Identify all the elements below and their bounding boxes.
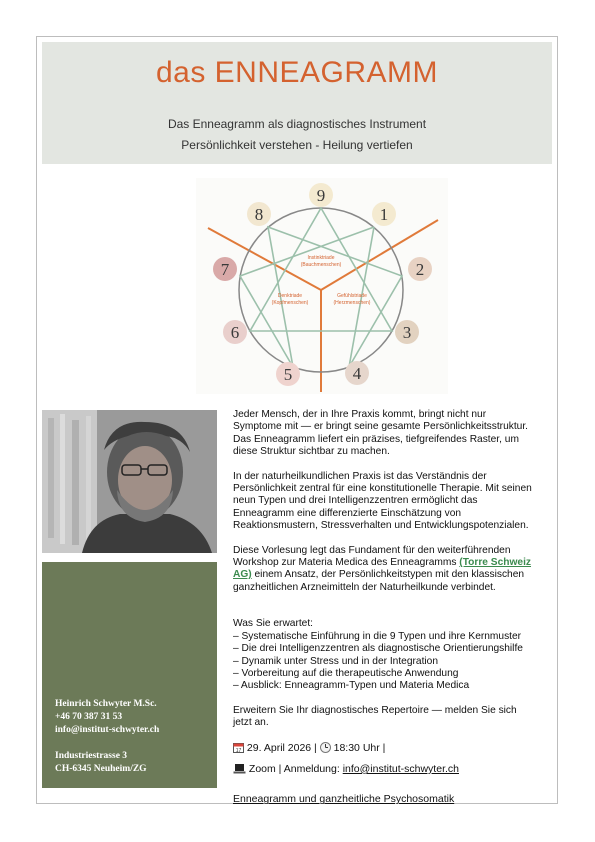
list-item: – Die drei Intelligenzzentren als diagnostische Orientierungshilfe [233, 643, 523, 655]
enneagram-diagram [196, 178, 448, 394]
gut-triad-label: Instinktriade [307, 255, 335, 261]
text-line: In der naturheilkundlichen Praxis ist das Verständnis der [233, 470, 487, 482]
type-8-number: 8 [254, 205, 264, 224]
practice-paragraph [233, 471, 558, 533]
contact-email[interactable]: info@institut-schwyter.ch [55, 725, 160, 735]
type-6-number: 6 [230, 323, 240, 342]
date-line [233, 742, 558, 756]
head-triad-sub: (Kopfmenschen) [271, 300, 309, 306]
torre-link[interactable]: (Torre Schweiz [459, 557, 532, 569]
subtitle: Das Enneagramm als diagnostisches Instrument [167, 117, 427, 131]
footer-line [233, 793, 558, 805]
text-line: einem Ansatz, der Persönlichkeitstypen mit den klassischen [251, 569, 525, 581]
laptop-icon [233, 763, 246, 777]
text-line: Enneagramm eine differenzierte Einschätzung von [233, 507, 462, 519]
header-banner [42, 42, 552, 164]
type-5-number: 5 [283, 365, 293, 384]
body-text [233, 409, 558, 806]
text-line: Reaktionsmustern, Stressverhalten und Entwicklungspotenzialen. [233, 520, 529, 532]
type-1-number: 1 [379, 205, 389, 224]
type-4-number: 4 [352, 364, 362, 383]
type-9-number: 9 [316, 186, 326, 205]
text-line: Erweitern Sie Ihr diagnostisches Repertoire — melden Sie sich [233, 704, 517, 716]
zoom-line [233, 763, 558, 777]
tagline: Persönlichkeit verstehen - Heilung vertiefen [181, 138, 413, 152]
heart-triad-label: Gefühlstriade [337, 293, 367, 299]
text-line: ganzheitlichen Arzneimitteln der Naturheilkunde verbindet. [233, 581, 496, 593]
event-time: 18:30 Uhr | [330, 741, 386, 754]
text-line: diese Struktur sichtbar zu machen. [233, 446, 390, 458]
contact-city: CH-6345 Neuheim/ZG [55, 764, 147, 774]
expectations-list [233, 618, 558, 692]
cta-paragraph [233, 705, 558, 730]
type-7-number: 7 [220, 260, 230, 279]
text-line: Persönlichkeit zentral für eine konstitutionelle Therapie. Mit seinen [233, 483, 532, 495]
list-item: – Systematische Einführung in die 9 Typen und ihre Kernmuster [233, 630, 522, 642]
workshop-paragraph [233, 545, 558, 595]
text-line: Jeder Mensch, der in Ihre Praxis kommt, bringt nicht nur [233, 409, 487, 420]
text-line: neun Typen und drei Intelligenzzentren ermöglicht das [233, 495, 478, 507]
type-2-number: 2 [415, 260, 425, 279]
expect-title: Was Sie erwartet: [233, 618, 314, 630]
page-title: das ENNEAGRAMM [155, 56, 439, 89]
event-date: 29. April 2026 | [246, 741, 320, 754]
text-line: Workshop zur Materia Medica des Enneagramms [233, 557, 460, 569]
contact-phone[interactable]: +46 70 387 31 53 [55, 712, 123, 722]
text-line: Diese Vorlesung legt das Fundament für den weiterführenden [233, 544, 511, 556]
head-triad-label: Denktriade [277, 293, 303, 299]
text-line: Das Enneagramm liefert ein präzises, tiefgreifendes Raster, um [233, 433, 519, 445]
contact-card [42, 562, 217, 788]
svg-text:17: 17 [235, 747, 242, 753]
contact-name: Heinrich Schwyter M.Sc. [55, 699, 157, 709]
gut-triad-sub: (Bauchmenschen) [300, 262, 342, 268]
psychosomatik-link[interactable]: Enneagramm und ganzheitliche Psychosomatik [233, 793, 455, 806]
heart-triad-sub: (Herzmenschen) [333, 300, 371, 306]
registration-email-link[interactable]: info@institut-schwyter.ch [342, 762, 459, 775]
list-item: – Vorbereitung auf die therapeutische Anwendung [233, 667, 459, 679]
calendar-icon [233, 742, 244, 756]
zoom-info: Zoom | Anmeldung: [248, 762, 343, 775]
clock-icon [320, 742, 331, 756]
text-line: Symptome mit — er bringt seine gesamte Persönlichkeitsstruktur. [233, 421, 528, 433]
type-3-number: 3 [402, 323, 412, 342]
contact-street: Industriestrasse 3 [55, 751, 128, 761]
text-line: jetzt an. [233, 717, 269, 729]
list-item: – Ausblick: Enneagramm-Typen und Materia Medica [233, 680, 470, 692]
intro-paragraph [233, 409, 558, 459]
portrait-photo [42, 410, 217, 553]
list-item: – Dynamik unter Stress und in der Integration [233, 655, 438, 667]
torre-link-cont[interactable]: AG) [233, 569, 252, 581]
